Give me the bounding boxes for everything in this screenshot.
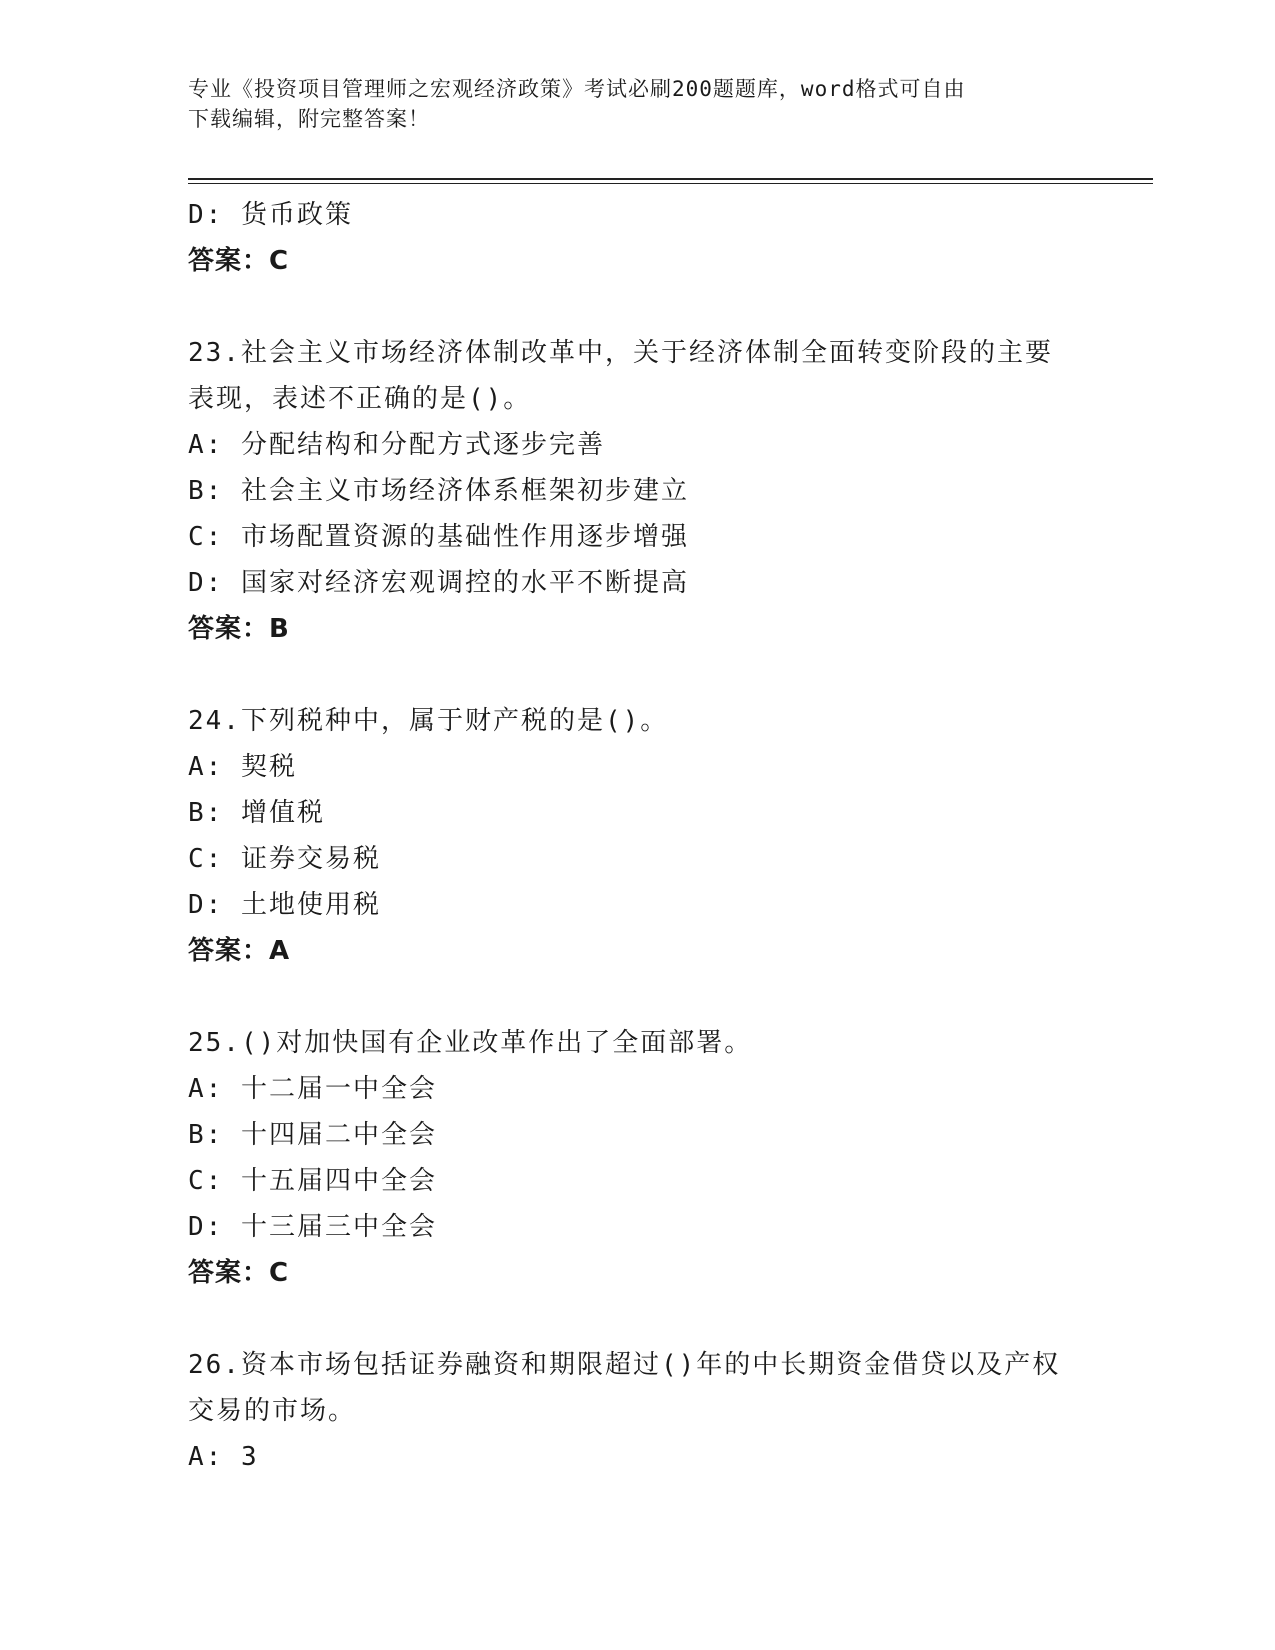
header-divider-thick <box>188 178 1153 180</box>
option-a: A: 3 <box>188 1442 259 1472</box>
option-b: B: 十四届二中全会 <box>188 1120 437 1150</box>
question-25 <box>188 1020 1088 1296</box>
header-divider-thin <box>188 183 1153 184</box>
option-c: C: 十五届四中全会 <box>188 1166 437 1196</box>
question-22-tail <box>188 192 1088 284</box>
header-line-1: 专业《投资项目管理师之宏观经济政策》考试必刷200题题库，word格式可自由 <box>188 77 966 101</box>
option-d: D: 货币政策 <box>188 200 353 230</box>
question-23 <box>188 330 1088 652</box>
option-d: D: 土地使用税 <box>188 890 381 920</box>
question-text-line-2: 表现，表述不正确的是()。 <box>188 384 532 414</box>
question-text-line-1: 26.资本市场包括证券融资和期限超过()年的中长期资金借贷以及产权 <box>188 1350 1061 1380</box>
option-b: B: 社会主义市场经济体系框架初步建立 <box>188 476 689 506</box>
question-24 <box>188 698 1088 974</box>
answer-line: 答案：C <box>188 246 290 276</box>
document-header <box>188 74 1088 134</box>
option-c: C: 证券交易税 <box>188 844 381 874</box>
option-c: C: 市场配置资源的基础性作用逐步增强 <box>188 522 689 552</box>
answer-line: 答案：B <box>188 614 290 644</box>
question-list <box>188 192 1088 1480</box>
option-a: A: 契税 <box>188 752 297 782</box>
question-26 <box>188 1342 1088 1480</box>
question-text-line-1: 25.()对加快国有企业改革作出了全面部署。 <box>188 1028 753 1058</box>
option-a: A: 十二届一中全会 <box>188 1074 437 1104</box>
answer-line: 答案：C <box>188 1258 290 1288</box>
option-d: D: 国家对经济宏观调控的水平不断提高 <box>188 568 689 598</box>
option-a: A: 分配结构和分配方式逐步完善 <box>188 430 605 460</box>
header-line-2: 下载编辑，附完整答案！ <box>188 107 430 131</box>
question-text-line-2: 交易的市场。 <box>188 1396 357 1426</box>
option-b: B: 增值税 <box>188 798 325 828</box>
option-d: D: 十三届三中全会 <box>188 1212 437 1242</box>
answer-line: 答案：A <box>188 936 291 966</box>
question-text-line-1: 23.社会主义市场经济体制改革中，关于经济体制全面转变阶段的主要 <box>188 338 1053 368</box>
question-text-line-1: 24.下列税种中，属于财产税的是()。 <box>188 706 669 736</box>
